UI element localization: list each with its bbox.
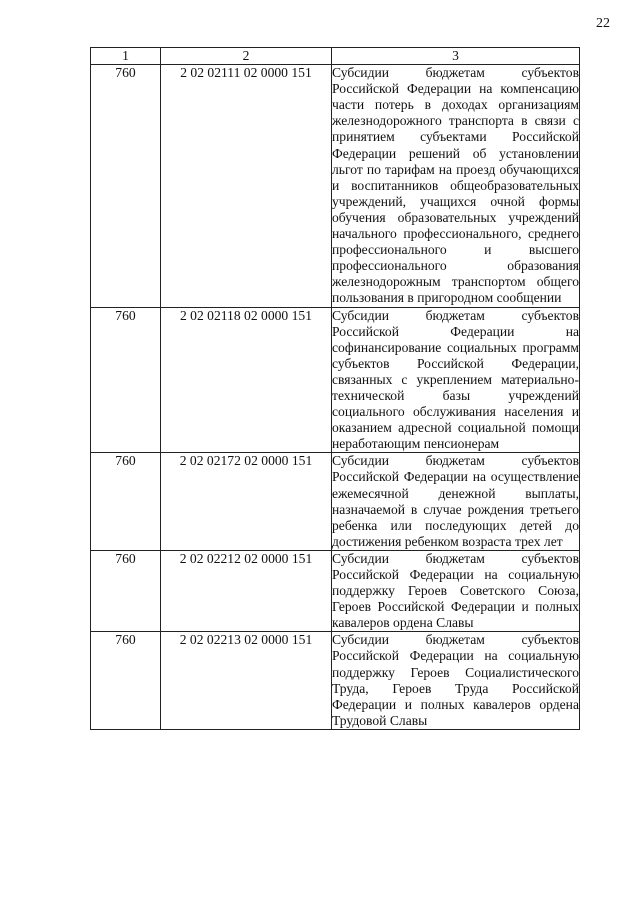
page-number: 22 (596, 16, 610, 31)
table-row (91, 550, 580, 631)
description-cell: Субсидии бюджетам субъектов Российской Федерации на социальную поддержку Героев Социалистического Труда, Героев Труда Российской Федерации и полных кавалеров ордена Трудовой Славы (332, 632, 579, 728)
table-row (91, 307, 580, 453)
admin-code-cell: 760 (91, 307, 161, 453)
budget-classification-table (90, 47, 580, 730)
admin-code-cell: 760 (91, 550, 161, 631)
column-header-2: 2 (161, 48, 332, 65)
admin-code-cell: 760 (91, 65, 161, 307)
column-header-3: 3 (332, 48, 580, 65)
description-cell: Субсидии бюджетам субъектов Российской Федерации на осуществление ежемесячной денежной выплаты, назначаемой в случае рождения третьего ребенка или последующих детей до достижения ребенком возраста трех лет (332, 453, 579, 549)
kbk-code-cell: 2 02 02118 02 0000 151 (161, 307, 332, 453)
description-cell: Субсидии бюджетам субъектов Российской Федерации на социальную поддержку Героев Советского Союза, Героев Российской Федерации и полных кавалеров ордена Славы (332, 550, 579, 631)
description-cell: Субсидии бюджетам субъектов Российской Федерации на софинансирование социальных программ субъектов Российской Федерации, связанных с укреплением материально-технической базы учреждений социального обслуживания населения и оказанием адресной социальной помощи неработающим пенсионерам (332, 307, 579, 452)
kbk-code-cell: 2 02 02111 02 0000 151 (161, 65, 332, 307)
table-header-row (91, 48, 580, 65)
admin-code-cell: 760 (91, 453, 161, 551)
kbk-code-cell: 2 02 02172 02 0000 151 (161, 453, 332, 551)
column-header-1: 1 (91, 48, 161, 65)
table-row (91, 453, 580, 551)
kbk-code-cell: 2 02 02213 02 0000 151 (161, 632, 332, 730)
table-row (91, 632, 580, 730)
description-cell: Субсидии бюджетам субъектов Российской Федерации на компенсацию части потерь в доходах организациям железнодорожного транспорта в связи с принятием субъектами Российской Федерации решений об установлении льгот по тарифам на проезд обучающихся и воспитанников общеобразовательных учреждений, учащихся очной формы обучения образовательных учреждений начального профессионального, среднего профессионального и высшего профессионального образования железнодорожным транспортом общего пользования в пригородном сообщении (332, 65, 579, 306)
admin-code-cell: 760 (91, 632, 161, 730)
kbk-code-cell: 2 02 02212 02 0000 151 (161, 550, 332, 631)
table-row (91, 65, 580, 307)
